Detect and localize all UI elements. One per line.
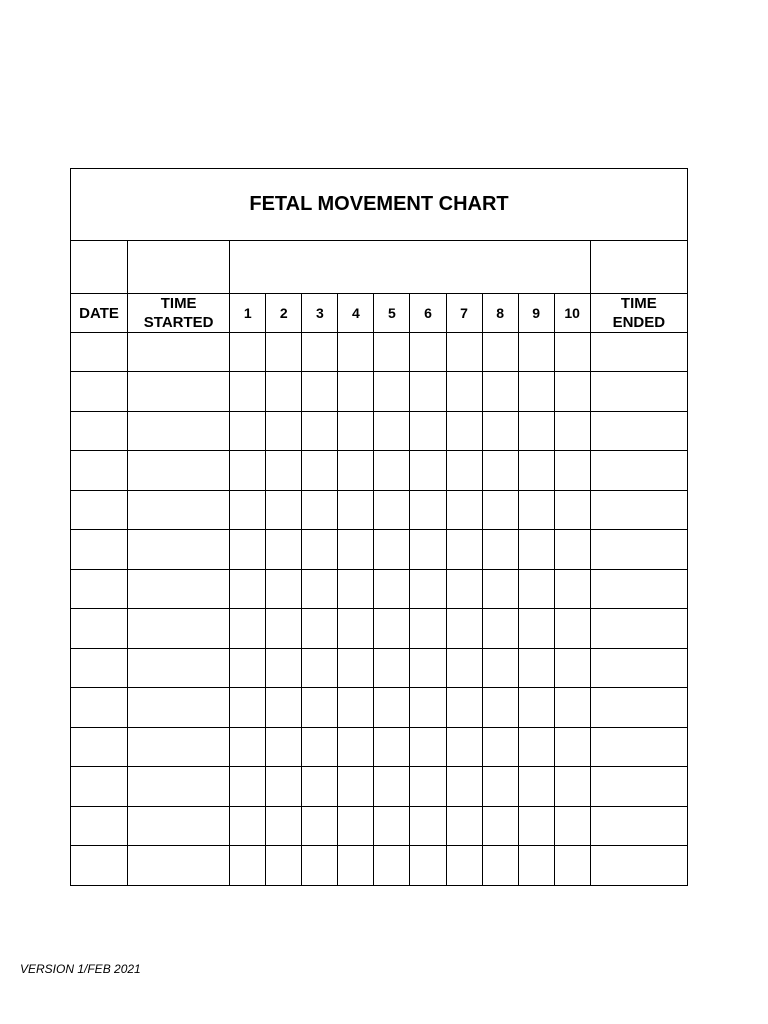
table-row bbox=[71, 530, 688, 570]
table-row bbox=[71, 807, 688, 846]
cell-date[interactable] bbox=[71, 570, 128, 609]
cell-count-5[interactable] bbox=[374, 570, 410, 609]
cell-count-8[interactable] bbox=[482, 767, 518, 807]
table-row bbox=[71, 649, 688, 688]
cell-time-started[interactable] bbox=[128, 728, 230, 767]
cell-count-9[interactable] bbox=[518, 609, 554, 649]
cell-count-7[interactable] bbox=[446, 570, 482, 609]
cell-date[interactable] bbox=[71, 728, 128, 767]
cell-time-ended[interactable] bbox=[590, 846, 687, 886]
cell-date[interactable] bbox=[71, 688, 128, 728]
table-row bbox=[71, 491, 688, 530]
cell-time-ended[interactable] bbox=[590, 807, 687, 846]
cell-time-ended[interactable] bbox=[590, 491, 687, 530]
cell-count-3[interactable] bbox=[302, 688, 338, 728]
cell-count-10[interactable] bbox=[554, 649, 590, 688]
header-date: DATE bbox=[71, 294, 128, 333]
cell-count-10[interactable] bbox=[554, 412, 590, 451]
cell-date[interactable] bbox=[71, 372, 128, 412]
cell-count-3[interactable] bbox=[302, 333, 338, 372]
cell-count-5[interactable] bbox=[374, 767, 410, 807]
cell-count-5[interactable] bbox=[374, 688, 410, 728]
cell-time-ended[interactable] bbox=[590, 570, 687, 609]
cell-count-7[interactable] bbox=[446, 846, 482, 886]
cell-count-4[interactable] bbox=[338, 570, 374, 609]
cell-date[interactable] bbox=[71, 412, 128, 451]
cell-time-started[interactable] bbox=[128, 372, 230, 412]
cell-time-started[interactable] bbox=[128, 451, 230, 491]
cell-time-ended[interactable] bbox=[590, 728, 687, 767]
cell-date[interactable] bbox=[71, 807, 128, 846]
cell-count-9[interactable] bbox=[518, 728, 554, 767]
cell-count-2[interactable] bbox=[266, 767, 302, 807]
cell-count-2[interactable] bbox=[266, 491, 302, 530]
cell-count-10[interactable] bbox=[554, 491, 590, 530]
cell-count-7[interactable] bbox=[446, 728, 482, 767]
cell-time-started[interactable] bbox=[128, 688, 230, 728]
header-time-ended-line2: ENDED bbox=[612, 314, 666, 331]
cell-count-2[interactable] bbox=[266, 807, 302, 846]
cell-time-started[interactable] bbox=[128, 767, 230, 807]
cell-count-5[interactable] bbox=[374, 372, 410, 412]
cell-count-1[interactable] bbox=[230, 530, 266, 570]
chart-title: FETAL MOVEMENT CHART bbox=[71, 169, 688, 241]
cell-count-3[interactable] bbox=[302, 649, 338, 688]
cell-count-3[interactable] bbox=[302, 491, 338, 530]
cell-count-7[interactable] bbox=[446, 609, 482, 649]
cell-count-9[interactable] bbox=[518, 767, 554, 807]
cell-count-7[interactable] bbox=[446, 451, 482, 491]
cell-time-started[interactable] bbox=[128, 609, 230, 649]
cell-count-1[interactable] bbox=[230, 372, 266, 412]
cell-count-4[interactable] bbox=[338, 807, 374, 846]
header-count-5: 5 bbox=[374, 294, 410, 333]
cell-count-5[interactable] bbox=[374, 333, 410, 372]
cell-count-4[interactable] bbox=[338, 451, 374, 491]
spacer-cell-counts bbox=[230, 241, 590, 294]
header-count-4: 4 bbox=[338, 294, 374, 333]
cell-time-ended[interactable] bbox=[590, 372, 687, 412]
cell-count-1[interactable] bbox=[230, 846, 266, 886]
cell-time-ended[interactable] bbox=[590, 767, 687, 807]
cell-time-started[interactable] bbox=[128, 807, 230, 846]
cell-count-6[interactable] bbox=[410, 846, 446, 886]
cell-count-5[interactable] bbox=[374, 846, 410, 886]
cell-count-6[interactable] bbox=[410, 728, 446, 767]
cell-count-7[interactable] bbox=[446, 491, 482, 530]
cell-count-1[interactable] bbox=[230, 333, 266, 372]
cell-time-started[interactable] bbox=[128, 530, 230, 570]
cell-count-9[interactable] bbox=[518, 649, 554, 688]
cell-count-1[interactable] bbox=[230, 688, 266, 728]
cell-count-4[interactable] bbox=[338, 372, 374, 412]
cell-count-8[interactable] bbox=[482, 372, 518, 412]
cell-count-6[interactable] bbox=[410, 372, 446, 412]
header-count-1: 1 bbox=[230, 294, 266, 333]
cell-count-8[interactable] bbox=[482, 491, 518, 530]
cell-count-3[interactable] bbox=[302, 807, 338, 846]
cell-count-4[interactable] bbox=[338, 412, 374, 451]
cell-count-9[interactable] bbox=[518, 846, 554, 886]
header-count-9: 9 bbox=[518, 294, 554, 333]
cell-count-8[interactable] bbox=[482, 570, 518, 609]
cell-time-ended[interactable] bbox=[590, 412, 687, 451]
cell-count-7[interactable] bbox=[446, 372, 482, 412]
cell-date[interactable] bbox=[71, 609, 128, 649]
cell-time-started[interactable] bbox=[128, 412, 230, 451]
cell-count-7[interactable] bbox=[446, 530, 482, 570]
cell-date[interactable] bbox=[71, 491, 128, 530]
header-count-2: 2 bbox=[266, 294, 302, 333]
cell-date[interactable] bbox=[71, 767, 128, 807]
cell-count-2[interactable] bbox=[266, 570, 302, 609]
cell-count-8[interactable] bbox=[482, 609, 518, 649]
cell-count-6[interactable] bbox=[410, 570, 446, 609]
cell-count-5[interactable] bbox=[374, 807, 410, 846]
cell-count-10[interactable] bbox=[554, 767, 590, 807]
cell-count-9[interactable] bbox=[518, 688, 554, 728]
cell-count-2[interactable] bbox=[266, 688, 302, 728]
cell-date[interactable] bbox=[71, 451, 128, 491]
cell-count-6[interactable] bbox=[410, 412, 446, 451]
cell-count-3[interactable] bbox=[302, 728, 338, 767]
cell-count-8[interactable] bbox=[482, 728, 518, 767]
cell-count-6[interactable] bbox=[410, 767, 446, 807]
cell-count-5[interactable] bbox=[374, 412, 410, 451]
cell-count-10[interactable] bbox=[554, 846, 590, 886]
cell-time-started[interactable] bbox=[128, 333, 230, 372]
cell-count-4[interactable] bbox=[338, 767, 374, 807]
cell-count-2[interactable] bbox=[266, 609, 302, 649]
cell-count-4[interactable] bbox=[338, 649, 374, 688]
cell-count-6[interactable] bbox=[410, 688, 446, 728]
table-row bbox=[71, 570, 688, 609]
cell-count-3[interactable] bbox=[302, 846, 338, 886]
cell-date[interactable] bbox=[71, 333, 128, 372]
header-count-6: 6 bbox=[410, 294, 446, 333]
header-count-10: 10 bbox=[554, 294, 590, 333]
cell-time-ended[interactable] bbox=[590, 530, 687, 570]
cell-count-1[interactable] bbox=[230, 807, 266, 846]
cell-count-9[interactable] bbox=[518, 372, 554, 412]
cell-time-ended[interactable] bbox=[590, 609, 687, 649]
table-row bbox=[71, 609, 688, 649]
cell-count-10[interactable] bbox=[554, 688, 590, 728]
cell-count-9[interactable] bbox=[518, 451, 554, 491]
cell-count-3[interactable] bbox=[302, 412, 338, 451]
cell-count-5[interactable] bbox=[374, 491, 410, 530]
cell-count-4[interactable] bbox=[338, 333, 374, 372]
cell-count-3[interactable] bbox=[302, 570, 338, 609]
spacer-cell-time-ended bbox=[590, 241, 687, 294]
cell-count-8[interactable] bbox=[482, 451, 518, 491]
cell-count-7[interactable] bbox=[446, 688, 482, 728]
cell-count-5[interactable] bbox=[374, 609, 410, 649]
cell-count-10[interactable] bbox=[554, 609, 590, 649]
table-row bbox=[71, 688, 688, 728]
cell-count-4[interactable] bbox=[338, 846, 374, 886]
table-row bbox=[71, 728, 688, 767]
cell-count-7[interactable] bbox=[446, 412, 482, 451]
cell-count-9[interactable] bbox=[518, 570, 554, 609]
table-row bbox=[71, 767, 688, 807]
cell-count-9[interactable] bbox=[518, 333, 554, 372]
cell-count-1[interactable] bbox=[230, 491, 266, 530]
cell-count-1[interactable] bbox=[230, 451, 266, 491]
cell-count-8[interactable] bbox=[482, 649, 518, 688]
cell-count-2[interactable] bbox=[266, 649, 302, 688]
table-row bbox=[71, 412, 688, 451]
header-time-started-line1: TIME bbox=[160, 295, 197, 312]
cell-count-4[interactable] bbox=[338, 491, 374, 530]
cell-time-started[interactable] bbox=[128, 570, 230, 609]
spacer-cell-time-started bbox=[128, 241, 230, 294]
cell-time-started[interactable] bbox=[128, 491, 230, 530]
cell-count-1[interactable] bbox=[230, 570, 266, 609]
header-time-ended-line1: TIME bbox=[620, 295, 657, 312]
cell-count-6[interactable] bbox=[410, 451, 446, 491]
table-row bbox=[71, 846, 688, 886]
cell-count-4[interactable] bbox=[338, 530, 374, 570]
cell-count-7[interactable] bbox=[446, 649, 482, 688]
cell-count-3[interactable] bbox=[302, 451, 338, 491]
cell-count-2[interactable] bbox=[266, 846, 302, 886]
cell-count-5[interactable] bbox=[374, 649, 410, 688]
header-count-3: 3 bbox=[302, 294, 338, 333]
column-header-row bbox=[71, 294, 688, 333]
header-time-started bbox=[128, 294, 230, 333]
cell-count-2[interactable] bbox=[266, 412, 302, 451]
header-spacer-row bbox=[71, 241, 688, 294]
cell-count-3[interactable] bbox=[302, 372, 338, 412]
cell-count-8[interactable] bbox=[482, 688, 518, 728]
cell-count-2[interactable] bbox=[266, 333, 302, 372]
cell-time-ended[interactable] bbox=[590, 333, 687, 372]
table-row bbox=[71, 333, 688, 372]
cell-time-ended[interactable] bbox=[590, 649, 687, 688]
cell-count-9[interactable] bbox=[518, 807, 554, 846]
cell-count-1[interactable] bbox=[230, 609, 266, 649]
cell-count-4[interactable] bbox=[338, 688, 374, 728]
table-row bbox=[71, 451, 688, 491]
cell-time-started[interactable] bbox=[128, 846, 230, 886]
cell-count-8[interactable] bbox=[482, 333, 518, 372]
cell-count-4[interactable] bbox=[338, 728, 374, 767]
header-time-started-line2: STARTED bbox=[143, 314, 214, 331]
cell-count-4[interactable] bbox=[338, 609, 374, 649]
header-time-ended bbox=[590, 294, 687, 333]
cell-count-7[interactable] bbox=[446, 333, 482, 372]
cell-count-9[interactable] bbox=[518, 491, 554, 530]
header-count-7: 7 bbox=[446, 294, 482, 333]
cell-count-6[interactable] bbox=[410, 333, 446, 372]
cell-count-10[interactable] bbox=[554, 372, 590, 412]
fetal-movement-chart-table bbox=[70, 168, 688, 886]
cell-count-6[interactable] bbox=[410, 491, 446, 530]
spacer-cell-date bbox=[71, 241, 128, 294]
cell-count-5[interactable] bbox=[374, 530, 410, 570]
cell-count-10[interactable] bbox=[554, 570, 590, 609]
cell-count-1[interactable] bbox=[230, 412, 266, 451]
cell-count-8[interactable] bbox=[482, 412, 518, 451]
cell-count-8[interactable] bbox=[482, 807, 518, 846]
table-row bbox=[71, 372, 688, 412]
header-count-8: 8 bbox=[482, 294, 518, 333]
cell-count-2[interactable] bbox=[266, 372, 302, 412]
cell-count-9[interactable] bbox=[518, 530, 554, 570]
version-footer: VERSION 1/FEB 2021 bbox=[20, 962, 141, 976]
chart-body bbox=[71, 333, 688, 886]
cell-date[interactable] bbox=[71, 530, 128, 570]
cell-date[interactable] bbox=[71, 846, 128, 886]
cell-count-1[interactable] bbox=[230, 767, 266, 807]
cell-time-started[interactable] bbox=[128, 649, 230, 688]
cell-count-6[interactable] bbox=[410, 649, 446, 688]
cell-count-5[interactable] bbox=[374, 728, 410, 767]
cell-count-6[interactable] bbox=[410, 530, 446, 570]
cell-date[interactable] bbox=[71, 649, 128, 688]
cell-count-1[interactable] bbox=[230, 649, 266, 688]
cell-count-9[interactable] bbox=[518, 412, 554, 451]
cell-time-ended[interactable] bbox=[590, 688, 687, 728]
cell-count-10[interactable] bbox=[554, 333, 590, 372]
cell-count-10[interactable] bbox=[554, 728, 590, 767]
cell-count-7[interactable] bbox=[446, 807, 482, 846]
cell-count-7[interactable] bbox=[446, 767, 482, 807]
cell-count-8[interactable] bbox=[482, 846, 518, 886]
cell-count-8[interactable] bbox=[482, 530, 518, 570]
cell-count-2[interactable] bbox=[266, 451, 302, 491]
cell-count-10[interactable] bbox=[554, 451, 590, 491]
cell-count-6[interactable] bbox=[410, 807, 446, 846]
cell-count-3[interactable] bbox=[302, 530, 338, 570]
cell-count-3[interactable] bbox=[302, 609, 338, 649]
cell-count-5[interactable] bbox=[374, 451, 410, 491]
cell-time-ended[interactable] bbox=[590, 451, 687, 491]
cell-count-3[interactable] bbox=[302, 767, 338, 807]
cell-count-2[interactable] bbox=[266, 530, 302, 570]
cell-count-10[interactable] bbox=[554, 530, 590, 570]
cell-count-10[interactable] bbox=[554, 807, 590, 846]
cell-count-2[interactable] bbox=[266, 728, 302, 767]
cell-count-6[interactable] bbox=[410, 609, 446, 649]
cell-count-1[interactable] bbox=[230, 728, 266, 767]
